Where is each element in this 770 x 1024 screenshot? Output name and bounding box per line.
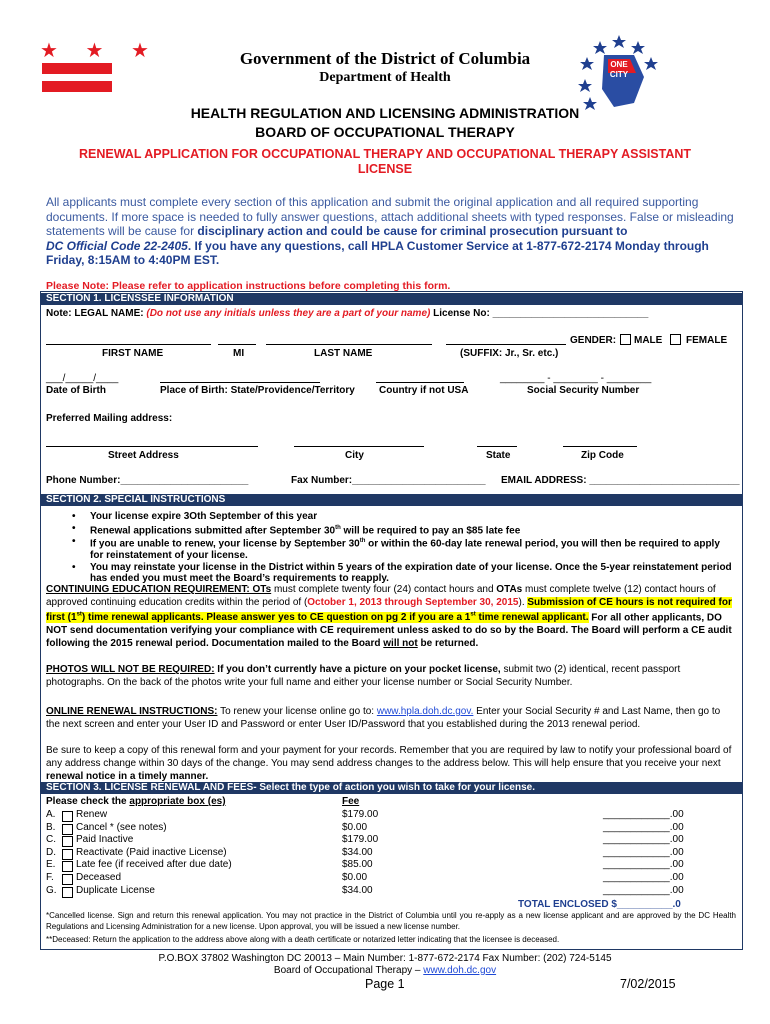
fee-letter: E.: [46, 859, 56, 871]
gender-label: GENDER:: [570, 335, 617, 346]
address-line: P.O.BOX 37802 Washington DC 20013 – Main Number: 1-877-672-2174 Fax Number: (202) 724-5145: [158, 953, 612, 964]
fee-checkbox[interactable]: [62, 824, 73, 835]
zip-line[interactable]: [563, 446, 637, 447]
bullet-reinstate-period: • You may reinstate your license in the District within 5 years of the expiration date of your license. Once the 5-year reinstatement period has ended you must meet the Board’s requirements to reapply.: [72, 562, 732, 585]
fee-checkbox[interactable]: [62, 836, 73, 847]
board-name: BOARD OF OCCUPATIONAL THERAPY: [255, 124, 515, 140]
street-line[interactable]: [46, 446, 258, 447]
page-number: Page 1: [365, 977, 405, 991]
fee-total-field[interactable]: ____________.00: [603, 834, 684, 846]
section3-header: SECTION 3. LICENSE RENEWAL AND FEES- Select the type of action you wish to take for your license.: [40, 782, 743, 794]
deceased-note: **Deceased: Return the application to the address above along with a death certificate or notarized letter indicating that the licensee is deceased.: [46, 935, 560, 944]
bullet-late-fee: • Renewal applications submitted after September 30th will be required to pay an $85 late fee: [72, 523, 732, 537]
female-label: FEMALE: [686, 335, 728, 346]
logo-text-one: ONE: [610, 60, 628, 69]
fee-label: Deceased: [76, 872, 122, 883]
fee-amount: $85.00: [342, 859, 373, 871]
intro-warning: disciplinary action and could be cause for criminal prosecution pursuant to: [197, 224, 628, 239]
dob-label: Date of Birth: [46, 385, 106, 396]
hpla-link[interactable]: www.hpla.doh.dc.gov.: [376, 706, 474, 717]
fax-field[interactable]: Fax Number:________________________: [291, 475, 486, 486]
fee-amount: $179.00: [342, 834, 379, 846]
fee-amount: $34.00: [342, 884, 373, 896]
section2-header: SECTION 2. SPECIAL INSTRUCTIONS: [40, 494, 743, 506]
fee-letter: C.: [46, 834, 56, 846]
fee-label: Late fee (if received after due date): [76, 859, 232, 871]
photos-label: PHOTOS WILL NOT BE REQUIRED:: [46, 664, 215, 675]
state-label: State: [486, 450, 511, 461]
dc-flag-bar-1: [42, 63, 112, 74]
special-instructions-list: [72, 511, 732, 585]
fee-checkbox[interactable]: [62, 849, 73, 860]
suffix-label: (SUFFIX: Jr., Sr. etc.): [460, 348, 559, 359]
phone-field[interactable]: Phone Number:_______________________: [46, 475, 249, 486]
please-note: Please Note: Please refer to application instructions before completing this form.: [46, 280, 451, 292]
fee-total-field[interactable]: ____________.00: [603, 859, 684, 871]
intro-paragraph: [46, 195, 736, 268]
email-field[interactable]: EMAIL ADDRESS: ___________________________: [501, 475, 740, 486]
first-name-line[interactable]: [46, 344, 211, 345]
section1-header: SECTION 1. LICENSSEE INFORMATION: [40, 293, 743, 305]
bullet-reinstatement: • If you are unable to renew, your license by September 30th or within the 60-day late renewal period, you will then be required to apply for reinstatement of your license.: [72, 536, 732, 561]
board-line: Board of Occupational Therapy – www.doh.dc.gov: [273, 964, 497, 976]
government-title: Government of the District of Columbia: [239, 49, 531, 68]
fee-label: Renew: [76, 809, 108, 820]
dc-flag-bar-2: [42, 81, 112, 92]
last-name-label: LAST NAME: [314, 348, 373, 359]
pob-line[interactable]: [160, 382, 320, 383]
mi-label: MI: [233, 348, 245, 359]
first-name-label: FIRST NAME: [102, 348, 164, 359]
pob-label: Place of Birth: State/Providence/Territory: [160, 385, 355, 396]
one-city-logo: [578, 33, 660, 113]
legal-name-label: Note: LEGAL NAME:: [46, 308, 147, 319]
online-renewal-label: ONLINE RENEWAL INSTRUCTIONS:: [46, 706, 218, 717]
country-line[interactable]: [376, 382, 464, 383]
fee-checkbox[interactable]: [62, 887, 73, 898]
license-no-field[interactable]: License No: ____________________________: [430, 308, 649, 319]
male-checkbox[interactable]: [620, 334, 631, 345]
fee-header: Fee: [342, 796, 360, 807]
bullet-expire: • Your license expire 3Oth September of this year: [72, 511, 732, 523]
fee-label: Reactivate (Paid inactive License): [76, 846, 227, 858]
legal-name-note: [46, 308, 648, 319]
online-renewal-paragraph: ONLINE RENEWAL INSTRUCTIONS: To renew your license online go to: www.hpla.doh.dc.gov. Enter your Social Security # and Last Name, then go to the next screen and enter your User ID and Password or enter User ID/Password that you established during the 2013 renewal period.: [46, 706, 721, 730]
ssn-field[interactable]: ________ - ________ - ________: [500, 373, 652, 384]
fee-letter: G.: [46, 884, 57, 896]
zip-label: Zip Code: [581, 450, 624, 461]
dob-field[interactable]: ___/_____/____: [46, 373, 119, 384]
administration-heading: [90, 104, 680, 142]
fee-amount: $0.00: [342, 872, 368, 883]
fee-total-field[interactable]: ____________.00: [603, 884, 684, 896]
ce-requirement-paragraph: CONTINUING EDUCATION REQUIREMENT: OTs must complete twenty four (24) contact hours and OTAs must complete twelve (12) contact hours of approved continuing education credits within the period of (October 1, 2013 through September 30, 2015). Submission of CE hours is not required for first (1st) time renewal applicants. Please answer yes to CE question on pg 2 if you are a 1st time renewal applicant. For all other applicants, DO NOT send documentation verifying your compliance with CE requirement unless asked to do so by the Board. The Board will perform a CE audit following the 2015 renewal period. Documentation mailed to the Board will not be returned.: [46, 584, 732, 650]
fee-letter: D.: [46, 846, 56, 858]
mailing-label: Preferred Mailing address:: [46, 413, 173, 424]
fee-amount: $179.00: [342, 809, 379, 820]
fee-letter: F.: [46, 872, 54, 883]
logo-text-city: CITY: [609, 70, 629, 79]
copy-records-paragraph: Be sure to keep a copy of this renewal form and your payment for your records. Remember that you are required by law to notify your professional board of any address change within 30 days of the change. You may send address changes to the address below. This will help ensure that you receive your next renewal notice in a timely manner.: [46, 745, 732, 782]
intro-contact: . If you have any questions, call HPLA Customer Service at 1-877-672-2174 Monday through Friday, 8:15AM to 4:40PM EST.: [46, 238, 709, 268]
intro-code: DC Official Code 22-2405: [46, 238, 188, 253]
fee-checkbox[interactable]: [62, 874, 73, 885]
initials-warning: (Do not use any initials unless they are a part of your name): [146, 308, 431, 319]
city-label: City: [345, 450, 364, 461]
city-line[interactable]: [294, 446, 424, 447]
fee-letter: B.: [46, 821, 56, 833]
check-box-instruction: Please check the appropriate box (es): [46, 796, 226, 807]
fee-checkbox[interactable]: [62, 811, 73, 822]
mi-line[interactable]: [218, 344, 256, 345]
ce-first-time-note: Submission of CE hours is not required for first (1st) time renewal applicants. Please answer yes to CE question on pg 2 if you are a 1st time renewal applicant.: [46, 597, 732, 624]
form-title: RENEWAL APPLICATION FOR OCCUPATIONAL THERAPY AND OCCUPATIONAL THERAPY ASSISTANT LICENSE: [78, 147, 692, 176]
department-title: Department of Health: [319, 70, 451, 85]
street-label: Street Address: [108, 450, 179, 461]
page-date: 7/02/2015: [620, 977, 676, 991]
male-label: MALE: [634, 335, 663, 346]
fee-total-field[interactable]: ____________.00: [603, 846, 684, 858]
suffix-line[interactable]: [446, 344, 566, 345]
fee-total-field[interactable]: ____________.00: [603, 872, 684, 883]
ssn-label: Social Security Number: [527, 385, 640, 396]
fee-total-field[interactable]: ____________.00: [603, 809, 684, 820]
country-label: Country if not USA: [379, 385, 469, 396]
ce-label: CONTINUING EDUCATION REQUIREMENT: OTs: [46, 584, 272, 595]
female-checkbox[interactable]: [670, 334, 681, 345]
fee-letter: A.: [46, 809, 56, 820]
intro-text: All applicants must complete every section of this application and submit the original application and all required supporting documents. If more space is needed to fully answer questions, attach additional sheets with typed responses. False or misleading statements will be cause for: [46, 195, 734, 239]
last-name-line[interactable]: [266, 344, 432, 345]
state-line[interactable]: [477, 446, 517, 447]
footer-address: [100, 953, 670, 976]
fee-total-field[interactable]: ____________.00: [603, 821, 684, 833]
fee-label: Duplicate License: [76, 884, 155, 896]
photos-paragraph: PHOTOS WILL NOT BE REQUIRED: If you don’t currently have a picture on your pocket license, submit two (2) identical, recent passport photographs. On the back of the photos write your full name and either your license number or Social Security Number.: [46, 664, 681, 688]
fee-label: Cancel * (see notes): [76, 821, 167, 833]
admin-name: HEALTH REGULATION AND LICENSING ADMINISTRATION: [190, 105, 580, 121]
ce-period: October 1, 2013 through September 30, 2015: [307, 597, 519, 608]
cancel-note: *Cancelled license. Sign and return this renewal application. You may not practice in the District of Columbia until you re-apply as a new license applicant and are approved by the DC Health Regulations and Licensing Administration for a new license. Upon approval, you will be issued a new license number.: [46, 911, 736, 931]
fee-amount: $34.00: [342, 846, 373, 858]
dc-flag-stars: ★ ★ ★: [40, 40, 160, 62]
total-enclosed[interactable]: TOTAL ENCLOSED $__________.0: [518, 899, 681, 910]
fee-amount: $0.00: [342, 821, 368, 833]
fee-checkbox[interactable]: [62, 861, 73, 872]
doh-link[interactable]: www.doh.dc.gov: [423, 964, 497, 976]
fee-label: Paid Inactive: [76, 834, 134, 846]
